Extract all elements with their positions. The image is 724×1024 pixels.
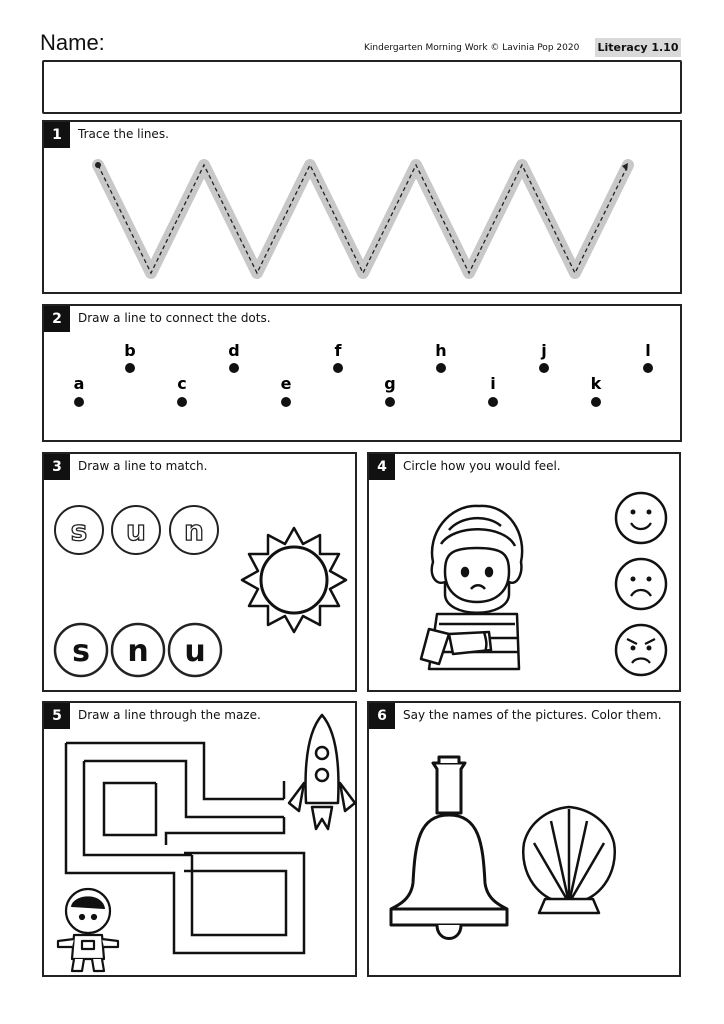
credit-line: Kindergarten Morning Work © Lavinia Pop 2020 (364, 43, 580, 53)
dot[interactable] (643, 363, 653, 373)
section-5-instruction: Draw a line through the maze. (78, 708, 261, 722)
section-4-panel (367, 452, 681, 692)
connect-dots-area[interactable] (44, 306, 684, 444)
bell-icon[interactable] (391, 757, 507, 939)
dot[interactable] (385, 397, 395, 407)
boy-with-broken-arm-icon (421, 506, 522, 669)
rocket-icon (289, 715, 355, 829)
section-1-number: 1 (44, 122, 70, 148)
dot-letter: k (590, 374, 602, 393)
pictures-area (369, 703, 683, 979)
dot[interactable] (333, 363, 343, 373)
dot[interactable] (229, 363, 239, 373)
dot-letter: d (228, 341, 240, 360)
section-6-instruction: Say the names of the pictures. Color them. (403, 708, 662, 722)
outlined-letter: s (70, 514, 88, 547)
dot-letter: g (384, 374, 396, 393)
section-3-instruction: Draw a line to match. (78, 459, 208, 473)
outlined-letter: u (126, 514, 146, 547)
dot-letter: h (435, 341, 447, 360)
dot[interactable] (539, 363, 549, 373)
sad-face-icon[interactable] (616, 559, 666, 609)
shell-icon[interactable] (523, 807, 615, 913)
dot[interactable] (177, 397, 187, 407)
top-dot-row (124, 341, 653, 373)
trace-start-dot (95, 162, 101, 168)
dot[interactable] (436, 363, 446, 373)
dot-letter: j (541, 341, 547, 360)
section-2-panel (42, 304, 682, 442)
name-field[interactable] (42, 60, 682, 114)
solid-letter: u (184, 634, 206, 669)
zigzag-trace-area[interactable] (44, 122, 684, 296)
solid-letter: s (72, 634, 90, 669)
section-2-instruction: Draw a line to connect the dots. (78, 311, 271, 325)
dot-letter: a (73, 374, 85, 393)
name-label: Name: (40, 30, 105, 55)
happy-face-icon[interactable] (616, 493, 666, 543)
section-3-number: 3 (44, 454, 70, 480)
match-area[interactable] (44, 454, 359, 694)
dot[interactable] (488, 397, 498, 407)
dot[interactable] (281, 397, 291, 407)
dot[interactable] (591, 397, 601, 407)
section-2-number: 2 (44, 306, 70, 332)
dot-letter: b (124, 341, 136, 360)
angry-face-icon[interactable] (616, 625, 666, 675)
astronaut-icon (58, 889, 118, 971)
dot-letter: f (334, 341, 342, 360)
solid-letter: n (127, 634, 149, 669)
dot-letter: c (177, 374, 187, 393)
outlined-letter: n (184, 514, 204, 547)
dot-letter: i (490, 374, 496, 393)
dot[interactable] (74, 397, 84, 407)
bottom-dot-row (74, 374, 602, 407)
section-1-panel (42, 120, 682, 294)
section-3-panel (42, 452, 357, 692)
maze-area[interactable] (44, 703, 359, 979)
feelings-area (369, 454, 683, 694)
worksheet-badge: Literacy 1.10 (595, 38, 681, 57)
section-4-number: 4 (369, 454, 395, 480)
dot[interactable] (125, 363, 135, 373)
dot-letter: e (280, 374, 292, 393)
section-5-panel (42, 701, 357, 977)
outlined-word-tiles[interactable] (55, 506, 218, 554)
solid-word-tiles[interactable] (55, 624, 221, 676)
dot-letter: l (645, 341, 651, 360)
section-6-number: 6 (369, 703, 395, 729)
section-6-panel (367, 701, 681, 977)
sun-icon (242, 528, 346, 632)
section-4-instruction: Circle how you would feel. (403, 459, 561, 473)
section-5-number: 5 (44, 703, 70, 729)
section-1-instruction: Trace the lines. (78, 127, 169, 141)
